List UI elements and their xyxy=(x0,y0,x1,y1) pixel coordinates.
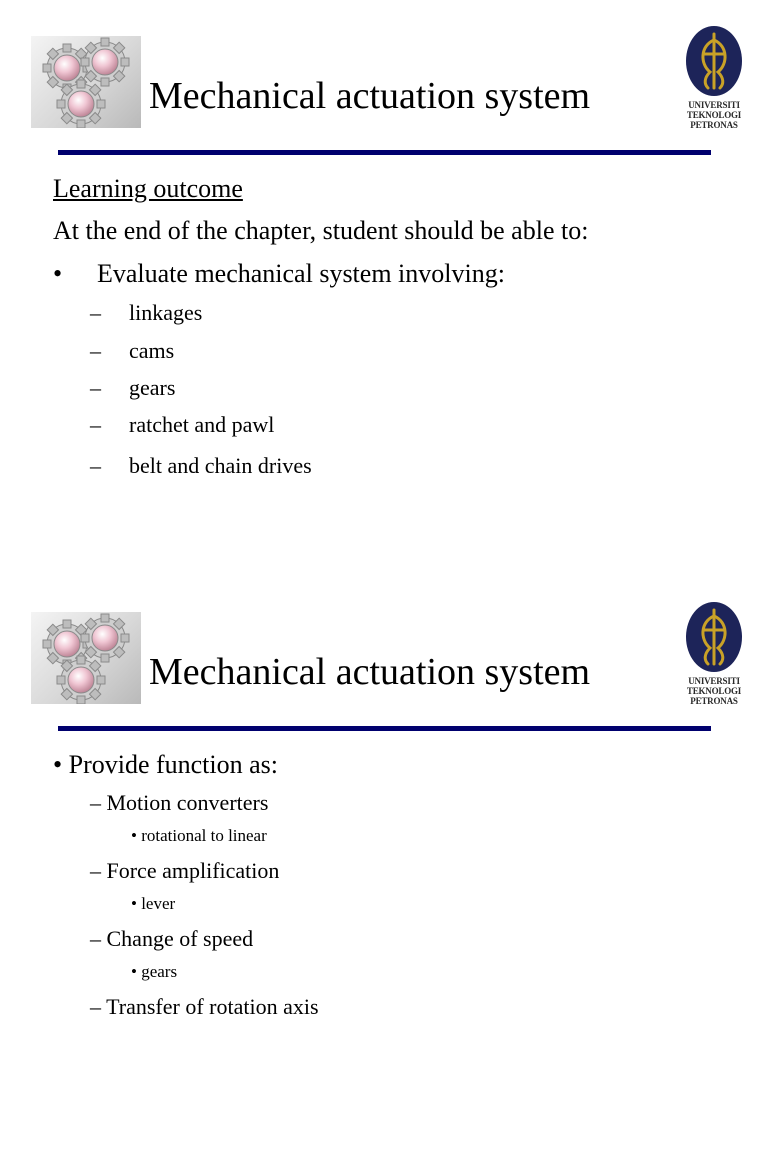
list-item: – Change of speed xyxy=(90,926,254,951)
bullet-text: Evaluate mechanical system involving: xyxy=(97,259,505,288)
list-subitem: • rotational to linear xyxy=(131,826,267,845)
intro-text: At the end of the chapter, student should be able to: xyxy=(53,216,589,245)
list-subitem: • lever xyxy=(131,894,176,913)
university-logo-icon xyxy=(682,600,746,712)
list-item: – Force amplification xyxy=(90,858,280,883)
university-logo-icon xyxy=(682,24,746,136)
logo-wordmark: UNIVERSITI TEKNOLOGI PETRONAS xyxy=(686,100,742,130)
learning-outcome-heading: Learning outcome xyxy=(53,174,243,203)
slide-title: Mechanical actuation system xyxy=(149,75,591,117)
logo-wordmark: UNIVERSITI TEKNOLOGI PETRONAS xyxy=(686,676,742,706)
list-subitem: • gears xyxy=(131,962,178,981)
gears-icon xyxy=(31,612,141,704)
slide-title: Mechanical actuation system xyxy=(149,651,591,693)
title-divider xyxy=(58,150,711,155)
title-divider xyxy=(58,726,711,731)
bullet-text: • Provide function as: xyxy=(53,750,279,779)
gears-icon xyxy=(31,36,141,128)
slide-1: Mechanical actuation system UNIVERSITI TEKNOLOGI PETRONAS Learning outcome At the end of the chapter, student should be able to: • Evaluate mechanical system involving: – linkages – cams – gears – ratchet and pawl – belt and chain drives xyxy=(0,0,768,576)
list-item: – Motion converters xyxy=(90,790,269,815)
slide-2 xyxy=(0,576,768,1152)
bullet-marker: • xyxy=(53,259,63,288)
list-item: – Transfer of rotation axis xyxy=(90,994,319,1019)
